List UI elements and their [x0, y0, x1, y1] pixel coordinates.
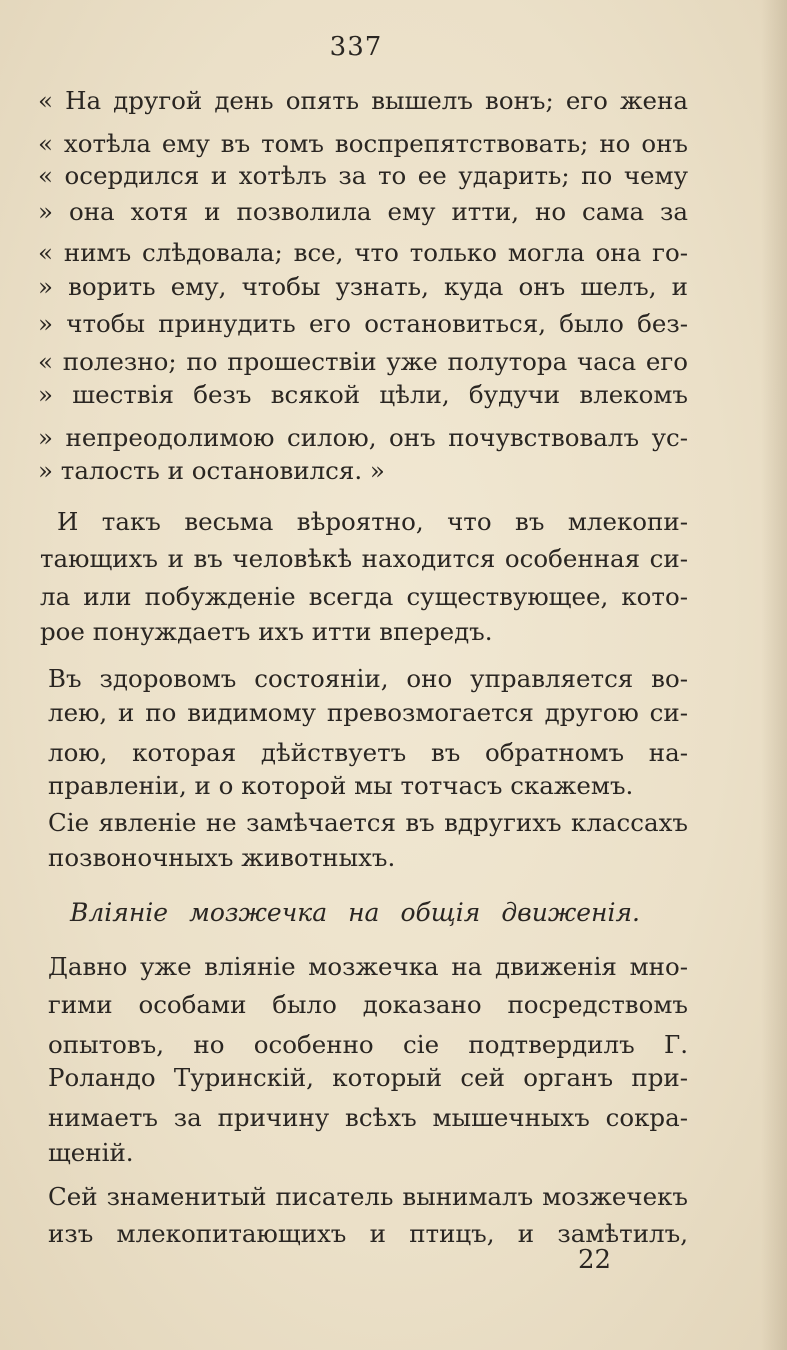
section-heading: Вліяніе мозжечка на общія движенія. — [70, 898, 640, 927]
text-line: щеній. — [48, 1138, 134, 1167]
page-edge-shadow — [761, 0, 787, 1350]
text-line: » чтобы принудить его остановиться, было без- — [38, 309, 688, 338]
text-line: нимаетъ за причину всѣхъ мышечныхъ сокра- — [48, 1103, 688, 1132]
text-line: Давно уже вліяніе мозжечка на движенія мно- — [48, 952, 688, 981]
text-line: « осердился и хотѣлъ за то ее ударить; по чему — [38, 161, 688, 190]
text-line: » талость и остановился. » — [38, 456, 385, 485]
text-line: гими особами было доказано посредствомъ — [48, 990, 688, 1019]
text-line: « На другой день опять вышелъ вонъ; его жена — [38, 86, 688, 115]
text-line: тающихъ и въ человѣкѣ находится особенная си- — [40, 544, 688, 573]
text-line: лою, которая дѣйствуетъ въ обратномъ на- — [48, 738, 688, 767]
signature-mark: 22 — [578, 1245, 612, 1275]
text-line: опытовъ, но особенно сіе подтвердилъ Г. — [48, 1030, 688, 1059]
text-line: « хотѣла ему въ томъ воспрепятствовать; но онъ — [38, 129, 688, 158]
text-line: Въ здоровомъ состояніи, оно управляется во- — [48, 664, 688, 693]
text-line: Сей знаменитый писатель вынималъ мозжечекъ — [48, 1182, 688, 1211]
text-line: » шествія безъ всякой цѣли, будучи влекомъ — [38, 380, 688, 409]
text-line: « нимъ слѣдовала; все, что только могла она го- — [38, 238, 688, 267]
text-line: Сіе явленіе не замѣчается въ вдругихъ классахъ — [48, 808, 688, 837]
text-line: » ворить ему, чтобы узнать, куда онъ шелъ, и — [38, 272, 688, 301]
text-line: Роландо Туринскій, который сей органъ при- — [48, 1063, 688, 1092]
text-line: ла или побужденіе всегда существующее, кото- — [40, 582, 688, 611]
text-line: » непреодолимою силою, онъ почувствовалъ ус- — [38, 423, 688, 452]
text-line: позвоночныхъ животныхъ. — [48, 843, 396, 872]
text-line: изъ млекопитающихъ и птицъ, и замѣтилъ, — [48, 1219, 688, 1248]
text-line: рое понуждаетъ ихъ итти впередъ. — [40, 617, 493, 646]
text-line: правленіи, и о которой мы тотчасъ скажемъ. — [48, 771, 634, 800]
page-number: 337 — [329, 32, 383, 62]
text-line: лею, и по видимому превозмогается другою си- — [48, 698, 688, 727]
text-line: « полезно; по прошествіи уже полутора часа его — [38, 347, 688, 376]
text-line: » она хотя и позволила ему итти, но сама за — [38, 197, 688, 226]
text-line: И такъ весьма вѣроятно, что въ млекопи- — [57, 507, 688, 536]
